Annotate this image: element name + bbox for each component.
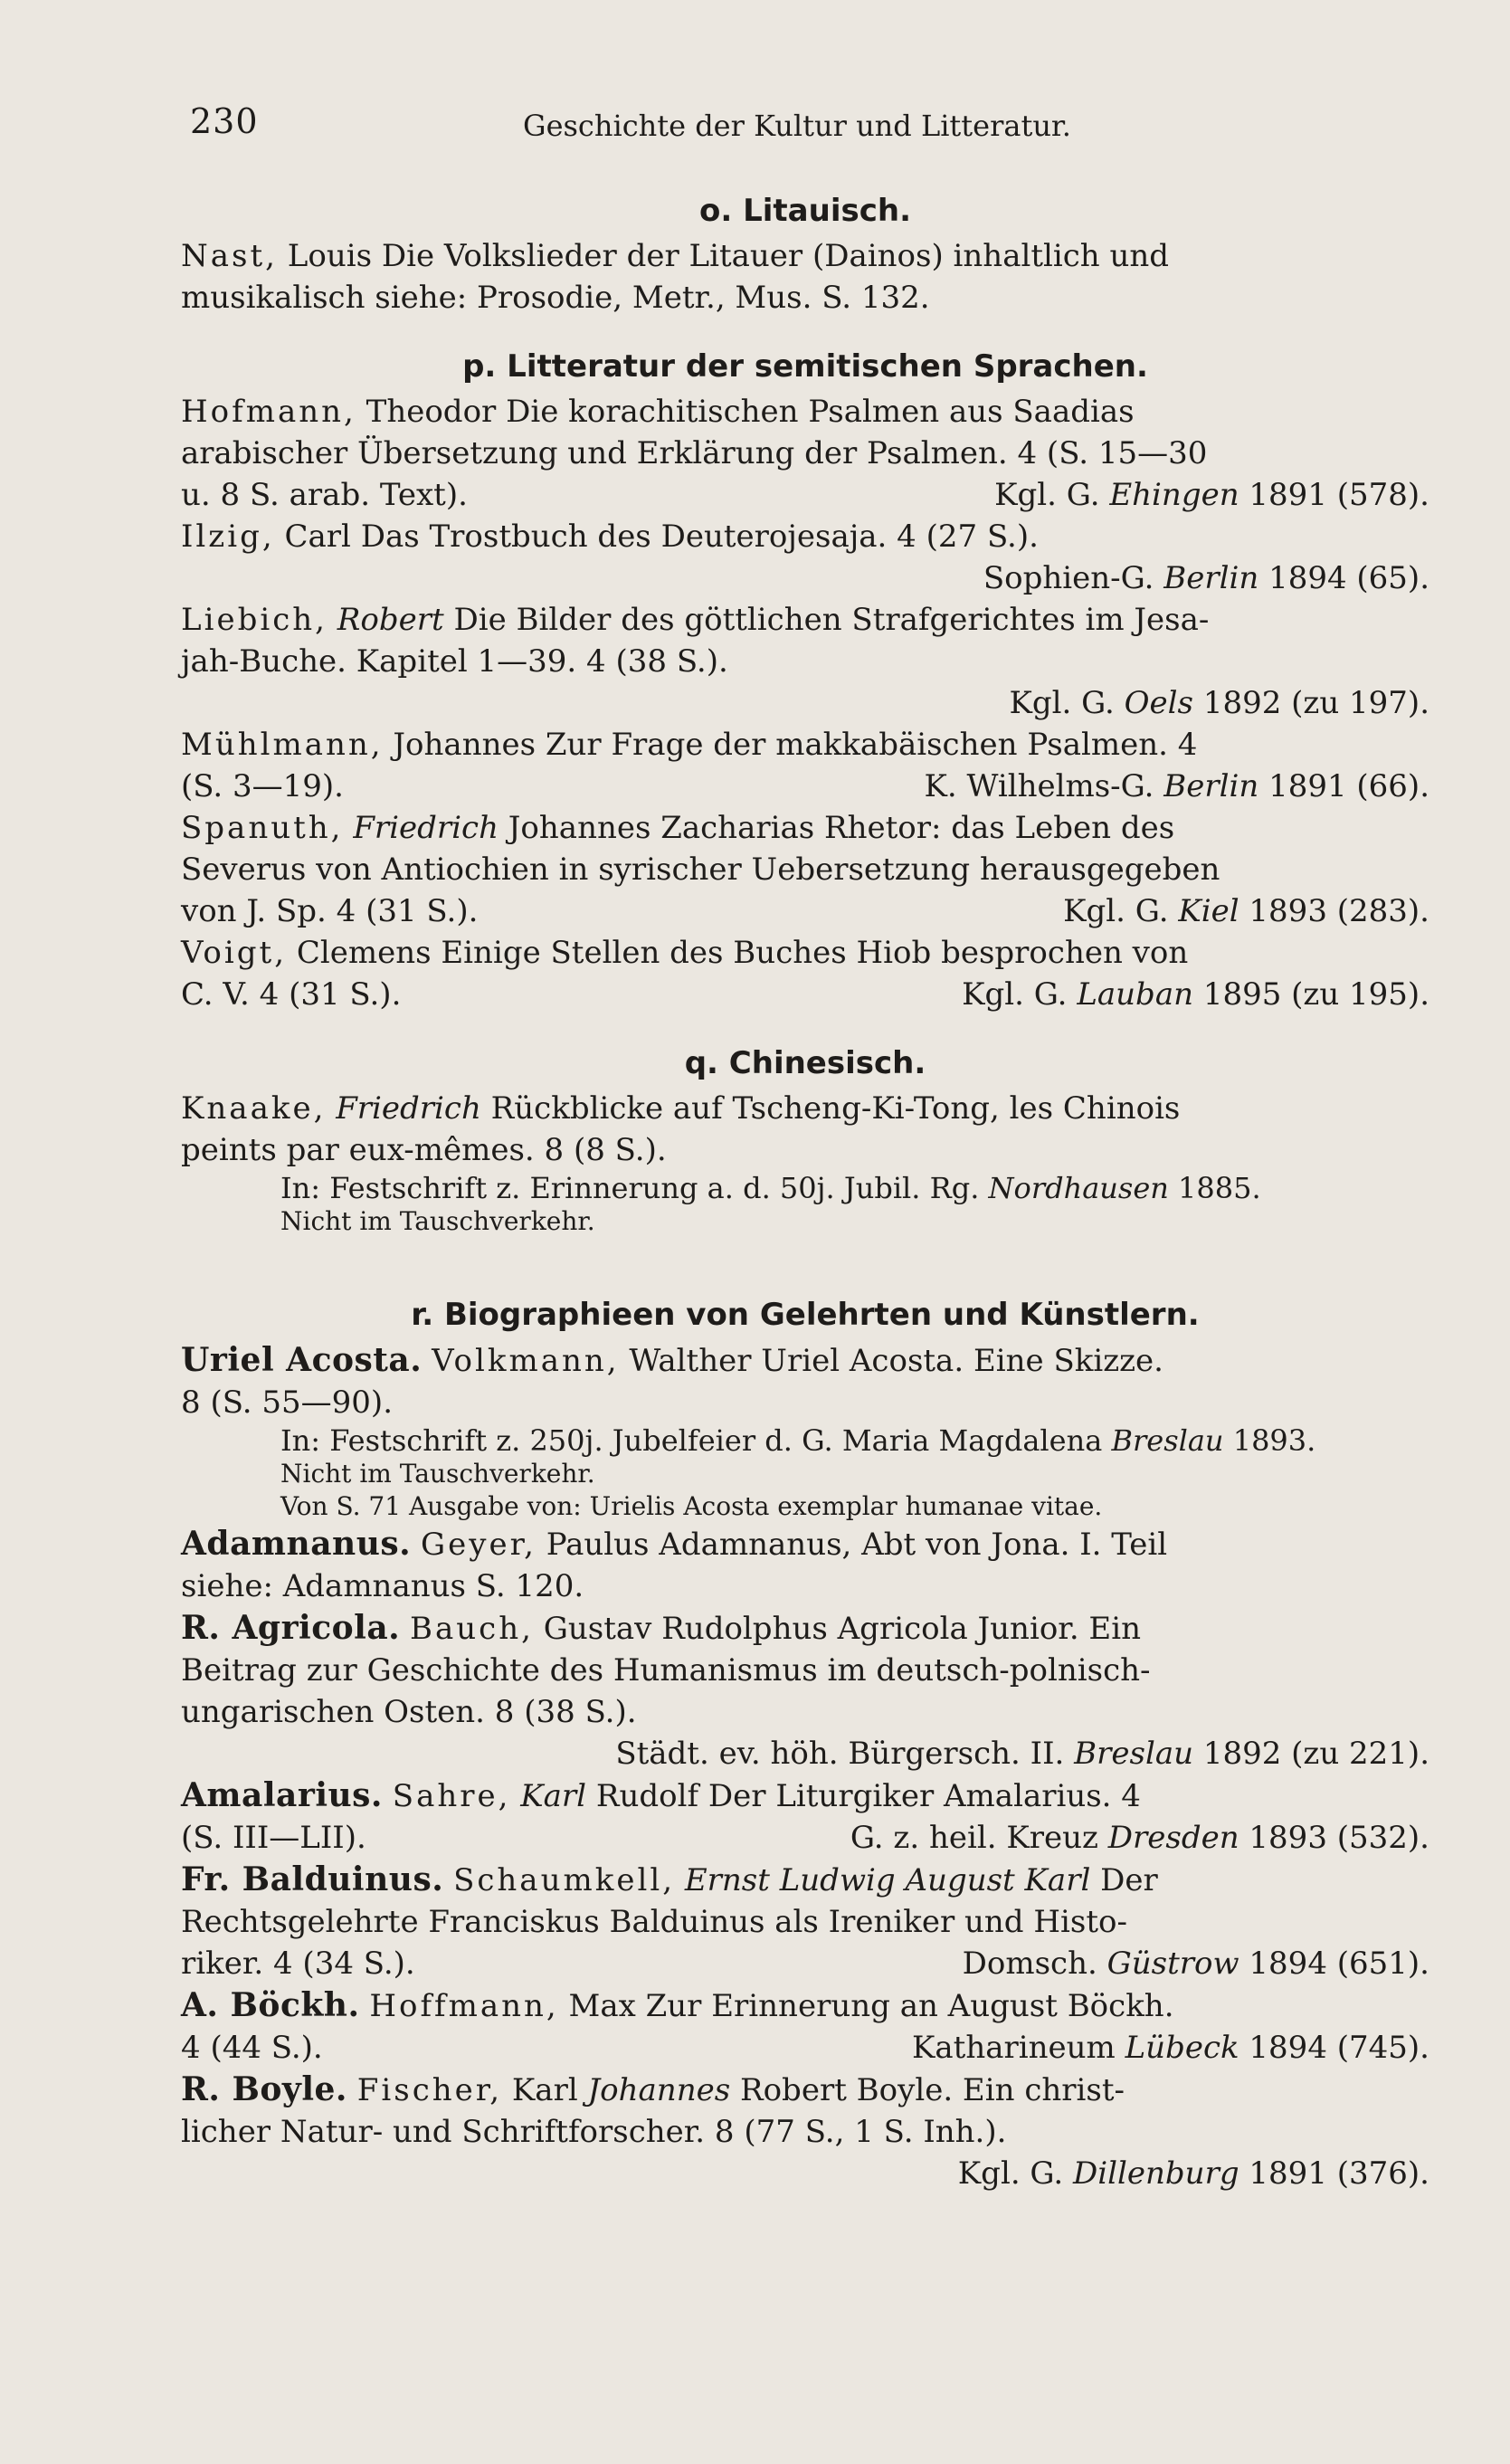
entry-author: Bauch, xyxy=(410,1611,534,1647)
entry-subject: A. Böckh. xyxy=(181,1986,360,2024)
entry-place: Breslau xyxy=(1074,1736,1193,1772)
entry-firstname: Max xyxy=(568,1988,636,2024)
entry-in-prefix: In: Festschrift z. 250j. Jubelfeier d. G. Maria Magdalena xyxy=(280,1423,1103,1458)
entry-firstname: Ernst Ludwig August Karl xyxy=(684,1862,1091,1898)
bib-entry xyxy=(181,932,1429,1015)
entry-school: Städt. ev. höh. Bürgersch. II. xyxy=(615,1736,1065,1772)
entry-place: Güstrow xyxy=(1106,1946,1239,1982)
entry-text: C. V. 4 (31 S.). xyxy=(181,976,402,1013)
entry-text: (S. 3—19). xyxy=(181,768,344,804)
bib-entry xyxy=(181,391,1429,516)
entry-text: Beitrag zur Geschichte des Humanismus im deutsch-polnisch- xyxy=(181,1652,1151,1689)
entry-text: Uriel Acosta. Eine Skizze. xyxy=(761,1343,1163,1379)
bib-entry xyxy=(181,1088,1429,1171)
entry-school: Kgl. G. xyxy=(957,2155,1064,2192)
entry-text: Johannes Zacharias Rhetor: das Leben des xyxy=(508,810,1175,846)
entry-year: 1894 (65). xyxy=(1268,560,1429,596)
entry-firstname: Robert xyxy=(337,602,444,638)
entry-text: Zur Frage der makkabäischen Psalmen. 4 xyxy=(545,727,1198,763)
bib-entry xyxy=(181,1339,1429,1423)
entry-text: Rechtsgelehrte Franciskus Balduinus als Ireniker und Histo- xyxy=(181,1904,1127,1940)
page-content xyxy=(181,181,1429,2194)
bib-entry xyxy=(181,1859,1429,1984)
entry-subject: Fr. Balduinus. xyxy=(181,1860,444,1898)
entry-text: peints par eux-mêmes. 8 (8 S.). xyxy=(181,1132,667,1168)
entry-author: Ilzig, xyxy=(181,518,275,555)
entry-text: von J. Sp. 4 (31 S.). xyxy=(181,893,479,929)
entry-text: 8 (S. 55—90). xyxy=(181,1384,393,1421)
entry-in-line xyxy=(181,1423,1429,1458)
entry-author: Fischer, xyxy=(356,2072,503,2108)
entry-place: Oels xyxy=(1124,685,1193,721)
entry-in-line xyxy=(181,1171,1429,1205)
entry-subject: Adamnanus. xyxy=(181,1525,412,1563)
entry-author: Schaumkell, xyxy=(453,1862,675,1898)
entry-place: Lauban xyxy=(1077,976,1193,1013)
entry-year: 1891 (578). xyxy=(1249,477,1429,513)
entry-text: Rudolf Der Liturgiker Amalarius. 4 xyxy=(595,1778,1141,1814)
page-number: 230 xyxy=(190,101,259,141)
section-title-litauisch: o. Litauisch. xyxy=(699,193,911,229)
entry-firstname: Gustav xyxy=(543,1611,652,1647)
entry-place: Dillenburg xyxy=(1073,2155,1239,2192)
entry-text: musikalisch siehe: Prosodie, Metr., Mus. S. 132. xyxy=(181,280,930,316)
entry-author: Nast, xyxy=(181,238,278,274)
entry-author: Knaake, xyxy=(181,1090,327,1127)
entry-place: Kiel xyxy=(1178,893,1239,929)
entry-school: Kgl. G. xyxy=(962,976,1068,1013)
entry-school: Kgl. G. xyxy=(1063,893,1169,929)
entry-firstname: Carl xyxy=(284,518,351,555)
entry-firstname: Johannes xyxy=(587,2072,731,2108)
running-title: Geschichte der Kultur und Litteratur. xyxy=(523,109,1071,143)
entry-subject: Uriel Acosta. xyxy=(181,1341,423,1379)
entry-school: Kgl. G. xyxy=(1009,685,1115,721)
entry-year: 1895 (zu 195). xyxy=(1202,976,1429,1013)
entry-text: Adamnanus, Abt von Jona. I. Teil xyxy=(659,1527,1168,1563)
entry-year: 1893. xyxy=(1232,1423,1316,1458)
entry-firstname: Walther xyxy=(629,1343,752,1379)
entry-firstname: Friedrich xyxy=(353,810,499,846)
entry-text: 4 (44 S.). xyxy=(181,2030,323,2066)
entry-place: Berlin xyxy=(1163,768,1259,804)
entry-text: Die Bilder des göttlichen Strafgerichtes im Jesa- xyxy=(453,602,1210,638)
entry-author: Hofmann, xyxy=(181,394,356,430)
entry-year: 1892 (zu 221). xyxy=(1202,1736,1429,1772)
entry-year: 1893 (532). xyxy=(1249,1820,1429,1856)
entry-author: Spanuth, xyxy=(181,810,344,846)
entry-firstname: Karl xyxy=(511,2072,578,2108)
entry-year: 1891 (66). xyxy=(1268,768,1429,804)
entry-author: Voigt, xyxy=(181,935,288,971)
entry-text: Zur Erinnerung an August Böckh. xyxy=(645,1988,1174,2024)
entry-subject: R. Boyle. xyxy=(181,2070,347,2108)
bib-entry xyxy=(181,724,1429,807)
entry-year: 1885. xyxy=(1178,1171,1261,1205)
bib-entry xyxy=(181,807,1429,932)
entry-school: Katharineum xyxy=(911,2030,1116,2066)
entry-firstname: Friedrich xyxy=(336,1090,481,1127)
entry-text: ungarischen Osten. 8 (38 S.). xyxy=(181,1694,637,1730)
bib-entry xyxy=(181,1984,1429,2069)
entry-subject: R. Agricola. xyxy=(181,1609,401,1647)
entry-place: Nordhausen xyxy=(988,1171,1169,1205)
entry-text: Einige Stellen des Buches Hiob besprochen von xyxy=(441,935,1189,971)
section-title-chinesisch: q. Chinesisch. xyxy=(684,1045,926,1081)
entry-text: (S. III—LII). xyxy=(181,1820,366,1856)
entry-in-prefix: In: Festschrift z. Erinnerung a. d. 50j. Jubil. Rg. xyxy=(280,1171,980,1205)
bib-entry xyxy=(181,1774,1429,1859)
entry-school: K. Wilhelms-G. xyxy=(924,768,1154,804)
entry-text: licher Natur- und Schriftforscher. 8 (77 S., 1 S. Inh.). xyxy=(181,2114,1007,2150)
bib-entry xyxy=(181,2069,1429,2194)
entry-place: Dresden xyxy=(1107,1820,1239,1856)
entry-year: 1893 (283). xyxy=(1249,893,1429,929)
entry-text: Das Trostbuch des Deuterojesaja. 4 (27 S.). xyxy=(360,518,1039,555)
entry-text: Rückblicke auf Tscheng-Ki-Tong, les Chinois xyxy=(490,1090,1181,1127)
entry-firstname: Theodor xyxy=(366,394,497,430)
bib-entry xyxy=(181,1607,1429,1774)
entry-text: Rudolphus Agricola Junior. Ein xyxy=(661,1611,1142,1647)
entry-text: Robert Boyle. Ein christ- xyxy=(739,2072,1125,2108)
entry-firstname: Louis xyxy=(287,238,373,274)
entry-text: arabischer Übersetzung und Erklärung der Psalmen. 4 (S. 15—30 xyxy=(181,435,1208,471)
entry-text: Die korachitischen Psalmen aus Saadias xyxy=(506,394,1135,430)
bib-entry xyxy=(181,599,1429,724)
entry-school: G. z. heil. Kreuz xyxy=(850,1820,1098,1856)
entry-text: Severus von Antiochien in syrischer Uebersetzung herausgegeben xyxy=(181,851,1220,888)
entry-place: Berlin xyxy=(1163,560,1259,596)
entry-text: riker. 4 (34 S.). xyxy=(181,1946,415,1982)
bib-entry xyxy=(181,516,1429,599)
entry-year: 1894 (651). xyxy=(1249,1946,1429,1982)
section-title-semitisch: p. Litteratur der semitischen Sprachen. xyxy=(462,348,1148,385)
entry-place: Lübeck xyxy=(1125,2030,1239,2066)
entry-note: Nicht im Tauschverkehr. xyxy=(280,1459,595,1489)
entry-year: 1894 (745). xyxy=(1249,2030,1429,2066)
entry-text: Der xyxy=(1100,1862,1158,1898)
section-title-biographieen: r. Biographieen von Gelehrten und Künstlern. xyxy=(411,1297,1200,1333)
entry-author: Hoffmann, xyxy=(369,1988,559,2024)
entry-place: Ehingen xyxy=(1109,477,1239,513)
bib-entry xyxy=(181,1523,1429,1607)
entry-place: Breslau xyxy=(1111,1423,1224,1458)
page-header xyxy=(190,101,1420,156)
entry-note: Von S. 71 Ausgabe von: Urielis Acosta exemplar humanae vitae. xyxy=(280,1491,1103,1521)
entry-text: jah-Buche. Kapitel 1—39. 4 (38 S.). xyxy=(181,643,728,680)
entry-firstname: Clemens xyxy=(296,935,432,971)
entry-author: Liebich, xyxy=(181,602,328,638)
entry-text: siehe: Adamnanus S. 120. xyxy=(181,1568,584,1604)
entry-author: Geyer, xyxy=(420,1527,537,1563)
entry-author: Mühlmann, xyxy=(181,727,384,763)
entry-firstname: Johannes xyxy=(393,727,537,763)
bib-entry xyxy=(181,235,1429,319)
entry-author: Sahre, xyxy=(392,1778,511,1814)
entry-text: u. 8 S. arab. Text). xyxy=(181,477,468,513)
entry-school: Sophien-G. xyxy=(983,560,1154,596)
entry-note: Nicht im Tauschverkehr. xyxy=(280,1206,595,1236)
entry-year: 1892 (zu 197). xyxy=(1202,685,1429,721)
entry-firstname: Paulus xyxy=(546,1527,650,1563)
entry-subject: Amalarius. xyxy=(181,1776,383,1814)
entry-school: Domsch. xyxy=(962,1946,1097,1982)
entry-firstname: Karl xyxy=(520,1778,587,1814)
entry-school: Kgl. G. xyxy=(994,477,1100,513)
entry-text: Die Volkslieder der Litauer (Dainos) inhaltlich und xyxy=(381,238,1170,274)
entry-author: Volkmann, xyxy=(432,1343,620,1379)
entry-year: 1891 (376). xyxy=(1249,2155,1429,2192)
